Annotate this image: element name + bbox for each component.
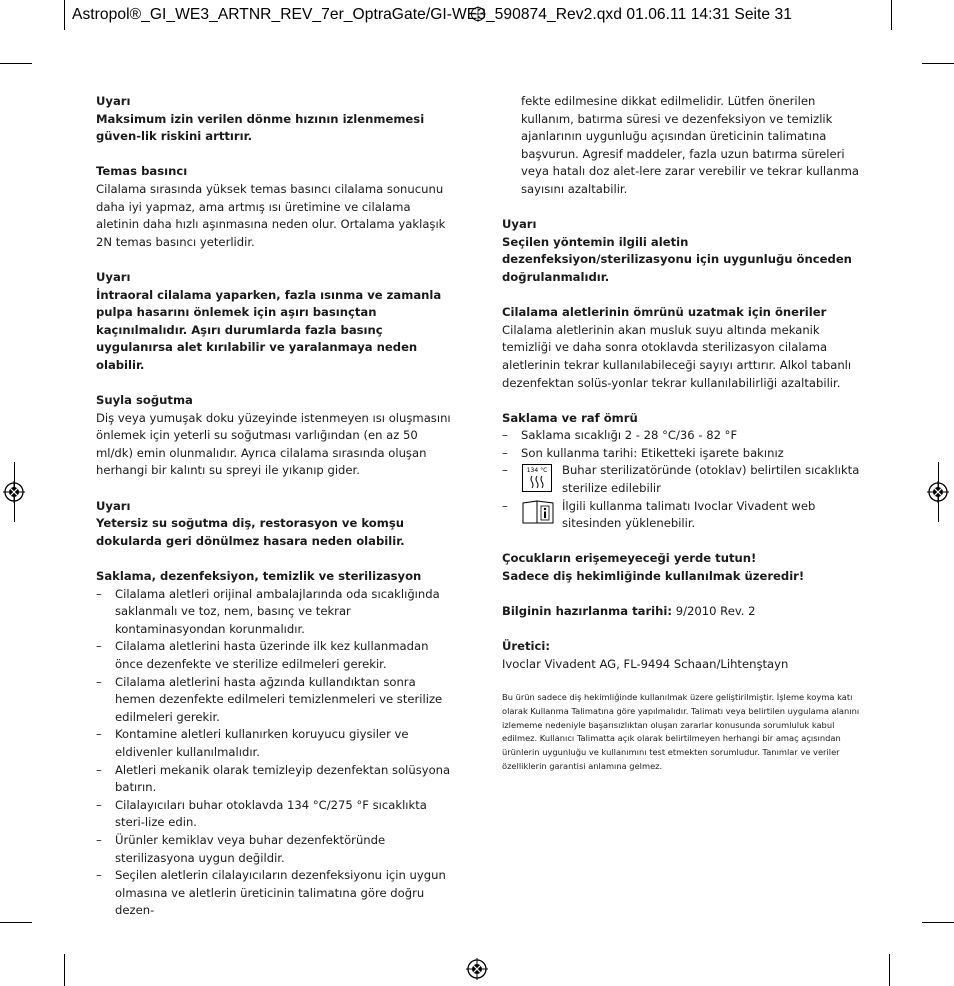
right-column <box>502 93 862 773</box>
dental-use-note: Sadece diş hekimliğinde kullanılmak üzeredir! <box>502 569 805 584</box>
paragraph-lifetime: Cilalama aletlerinin akan musluk suyu altında mekanik temizliği ve daha sonra otoklavda sterilizasyon cilalama aletlerinin tekrar kullanılabileceği sayıyı arttırır. Alkol tabanlı dezenfektan solüs-yonlar tekrar kullanılabilirliği azaltabilir. <box>502 322 852 390</box>
warning-heading: Uyarı <box>502 217 537 232</box>
warning-heading: Uyarı <box>96 498 131 513</box>
paragraph-contact: Cilalama sırasında yüksek temas basıncı cilalama sonucunu daha iyi yapmaz, ama artmış ısı üretimine ve cilalama aletinin daha hızlı aşınmasına neden olur. Ortalama yaklaşık 2N temas basıncı yeterlidir. <box>96 181 446 249</box>
list-item: – Cilalayıcıları buhar otoklavda 134 °C/275 °F sıcaklıkta steri-lize edin. <box>96 797 427 830</box>
list-item: – Cilalama aletleri orijinal ambalajlarında oda sıcaklığında saklanmalı ve toz, nem, basınç ve tekrar kontaminasyondan korunmalıdır. <box>96 586 440 636</box>
revision-date <box>502 603 862 621</box>
section-heading-shelf: Saklama ve raf ömrü <box>502 410 638 425</box>
paragraph-cooling: Diş veya yumuşak doku yüzeyinde istenmeyen ısı oluşmasını önlemek için yeterli su soğutması varlığından (en az 50 ml/dk) emin olunmalıdır. Ayrıca cilalama sırasında oluşan herhangi bir kalıntı su spreyi ile yıkanıp gider. <box>96 410 451 478</box>
crop-mark-bl-v <box>64 954 65 986</box>
left-column <box>96 93 454 920</box>
print-slug: Astropol®_GI_WE3_ARTNR_REV_7er_OptraGate/GI-WE3_590874_Rev2.qxd 01.06.11 14:31 Seite 31 <box>72 6 792 23</box>
manufacturer-value: Ivoclar Vivadent AG, FL-9494 Schaan/Lihtenştayn <box>502 657 789 671</box>
list-item: – Son kullanma tarihi: Etiketteki işarete bakınız <box>502 445 784 460</box>
registration-mark-bottom <box>466 958 488 980</box>
registration-mark-right <box>927 481 949 503</box>
svg-text:134 °C: 134 °C <box>526 467 548 475</box>
crop-mark-br-h <box>922 922 954 923</box>
warning-heading: Uyarı <box>96 94 131 108</box>
warning-text: Yetersiz su soğutma diş, restorasyon ve komşu dokularda geri dönülmez hasara neden olabilir. <box>96 516 405 548</box>
list-item: – Aletleri mekanik olarak temizleyip dezenfektan solüsyona batırın. <box>96 762 451 795</box>
list-item: – Kontamine aletleri kullanırken koruyucu giysiler ve eldivenler kullanılmalıdır. <box>96 727 409 759</box>
section-heading-contact: Temas basıncı <box>96 164 188 179</box>
crop-mark-br-v <box>889 954 890 986</box>
revision-date-label: Bilginin hazırlanma tarihi: <box>502 604 673 619</box>
revision-date-value: 9/2010 Rev. 2 <box>675 604 756 619</box>
warning-text: İntraoral cilalama yaparken, fazla ısınma ve zamanla pulpa hasarını önlemek için aşırı basınçtan kaçınılmalıdır. Aşırı durumlarda fazla basınç uygulanırsa alet kırılabilir ve yaralanmaya neden olabilir. <box>96 287 442 372</box>
warning-heading: Uyarı <box>96 269 131 284</box>
children-warning: Çocukların erişemeyeceği yerde tutun! <box>502 551 757 566</box>
crop-mark-tl-h <box>0 63 32 64</box>
crop-mark-tr-h <box>922 63 954 64</box>
section-heading-cooling: Suyla soğutma <box>96 393 193 408</box>
crop-mark-bl-h <box>0 922 32 923</box>
book-info-icon <box>522 500 554 530</box>
disclaimer: Bu ürün sadece diş hekimliğinde kullanılmak üzere geliştirilmiştir. İşleme koyma katı olarak Kullanma Talimatına göre yapılmalıdır. Talimatı veya belirtilen uygulama alanını izlememe nedeniyle başarısızlıktan oluşan zararlar konusunda sorumluluk kabul edilmez. Kullanıcı Talimatta açık olarak belirtilmeyen herhangi bir amaç açısından ürünlerin uygunluğu ve kullanımını test etmekten sorumludur. Tanımlar ve veriler özelliklerin garantisi anlamına gelmez. <box>502 692 860 771</box>
list-item: – Saklama sıcaklığı 2 - 28 °C/36 - 82 °F <box>502 428 738 443</box>
paragraph-continued: fekte edilmesine dikkat edilmelidir. Lütfen önerilen kullanım, batırma süresi ve dezenfeksiyon ve temizlik ajanlarının uygunluğu açısından üreticinin talimatına başvurun. Agresif maddeler, fazla uzun batırma süreleri veya hatalı doz alet-lere zarar verebilir ve tekrar kullanma sayısını azaltabilir. <box>521 94 859 196</box>
list-item: – Ürünler kemiklav veya buhar dezenfektöründe sterilizasyona uygun değildir. <box>96 832 386 865</box>
registration-mark-left <box>3 481 25 503</box>
steam-sterilization-icon <box>522 464 552 498</box>
list-item: – Seçilen aletlerin cilalayıcıların dezenfeksiyonu için uygun olmasına ve aletlerin üreticinin talimatına göre doğru dezen- <box>96 868 446 918</box>
warning-text: Maksimum izin verilen dönme hızının izlenmemesi güven-lik riskini arttırır. <box>96 111 425 144</box>
list-item-info: – İlgili kullanma talimatı Ivoclar Vivadent web sitesinden yüklenebilir. <box>502 498 816 531</box>
section-heading-lifetime: Cilalama aletlerinin ömrünü uzatmak için öneriler <box>502 305 827 320</box>
section-heading-storage: Saklama, dezenfeksiyon, temizlik ve sterilizasyon <box>96 569 422 584</box>
list-item: – Cilalama aletlerini hasta üzerinde ilk kez kullanmadan önce dezenfekte ve sterilize edilmeleri gerekir. <box>96 639 429 671</box>
warning-text: Seçilen yöntemin ilgili aletin dezenfeksiyon/sterilizasyonu için uygunluğu önceden doğrulanmalıdır. <box>502 234 852 284</box>
list-item-steam: – 134 °C Buhar sterilizatöründe (otoklav) belirtilen sıcaklıkta sterilize edilebilir <box>502 462 862 497</box>
registration-mark-top <box>470 6 492 28</box>
manufacturer-label: Üretici: <box>502 639 550 654</box>
list-item: – Cilalama aletlerini hasta ağzında kullandıktan sonra hemen dezenfekte edilmeleri temizlenmeleri ve sterilize edilmeleri gerekir. <box>96 674 443 724</box>
